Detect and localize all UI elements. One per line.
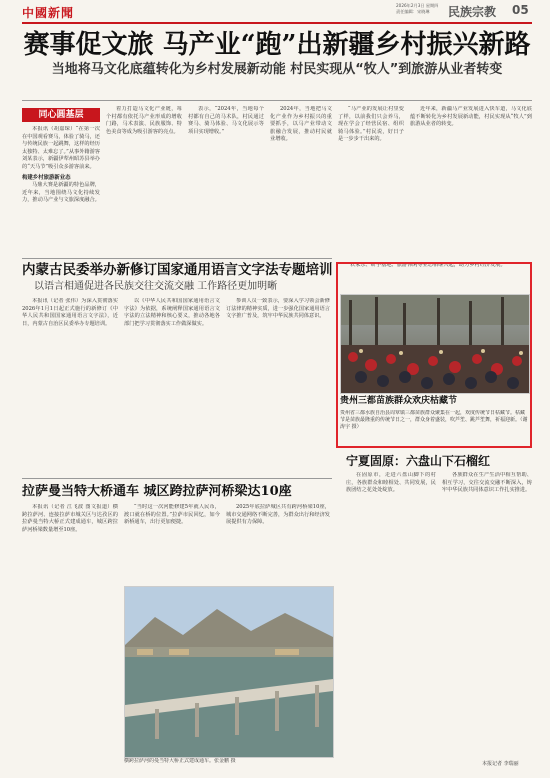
second-headline: 内蒙古民委举办新修订国家通用语言文字法专题培训 bbox=[22, 262, 332, 278]
third-col3-text: 2025年底拉萨城区共有跨河桥梁10座，城市交通网络不断完善，为群众出行和经济发展提供有力保障。 bbox=[226, 504, 330, 526]
lead-col2-text: 着力打造马文化产业链，每个村都有依托马产业形成的增收门路，马术表演、民族服饰、特色美食等成为吸引游客的亮点。 bbox=[106, 106, 182, 135]
fourth-byline: 本报记者 李瑞丽 bbox=[482, 761, 519, 767]
feature-above-paragraph: 农家乐、研学基地、旅游休闲等业态相继兴起，助力乡村经济发展。 bbox=[350, 262, 506, 268]
lead-col6-text: 近年来，新疆马产业发展进入快车道，马文化底蕴不断转化为乡村发展新动能，村民实现从“牧人”到旅游从业者的转变。 bbox=[410, 106, 532, 128]
lead-column-3 bbox=[188, 106, 264, 254]
second-col1-text: 本报讯（记者 张伟）为深入贯彻落实2026年1月1日起正式施行的新修订《中华人民共和国国家通用语言文字法》，近日，内蒙古自治区民委举办专题培训。 bbox=[22, 298, 118, 327]
lead-subheadline: 当地将马文化底蕴转化为乡村发展新动能 村民实现从“牧人”到旅游从业者转变 bbox=[51, 62, 503, 77]
fourth-headline: 宁夏固原：六盘山下石榴红 bbox=[346, 454, 491, 468]
second-subheadline: 以语言相通促进各民族交往交流交融 工作路径更加明晰 bbox=[34, 281, 278, 292]
feature-caption-title: 贵州三都苗族群众欢庆枯藏节 bbox=[340, 396, 458, 406]
lead-column-5 bbox=[338, 106, 404, 254]
lead-rule bbox=[22, 100, 532, 101]
lead-column-4 bbox=[270, 106, 332, 254]
lead-col4-text: 2024年，当地把马文化产业作为乡村振兴的重要抓手，以马产业带动文旅融合发展，推动村民就业增收。 bbox=[270, 106, 332, 143]
second-rule bbox=[22, 258, 332, 259]
third-rule bbox=[22, 478, 332, 479]
lead-column-1 bbox=[22, 126, 100, 254]
fourth-column-1 bbox=[346, 472, 436, 752]
lead-col1-subhead: 构建乡村旅游新业态 bbox=[22, 174, 71, 181]
second-col2-text: 以《中华人民共和国国家通用语言文字法》为依据，系统阐释国家通用语言文字法的立法精神和核心要义，推动各地各部门把学习贯彻落实工作做深做实。 bbox=[124, 298, 220, 327]
lead-col5-text: “马产业的发展让村里变了样，以前我们只会养马，现在学会了经营民宿、组织骑马体验。”村民说，好日子是一步步干出来的。 bbox=[338, 106, 404, 143]
column-badge: 同心圆基层 bbox=[22, 108, 100, 122]
lead-col1-text: 本报讯（胡嘉琛）“在第一次在中国观看赛马，体验了骑马，还与传统民族一起跳舞，这样的经历太独特、太难忘了。”从事外籍游客刘某表示，新疆伊犁州昭苏县举办的“天马节”吸引众多游客前来。 bbox=[22, 126, 100, 170]
lead-col3-text: 表示，“2024年，当地每个村都有自己的马术队，村民通过赛马、骑马体验、马文化展示等项目实现增收。” bbox=[188, 106, 264, 135]
second-col3-text: 参训人员一致表示，要深入学习领会新修订法律的精神实质，进一步强化国家通用语言文字推广普及，筑牢中华民族共同体意识。 bbox=[226, 298, 330, 320]
page-number: 05 bbox=[512, 3, 529, 17]
second-column-2 bbox=[124, 298, 220, 474]
highlight-frame bbox=[336, 262, 532, 448]
lead-headline: 赛事促文旅 马产业“跑”出新疆乡村振兴新路 bbox=[23, 30, 531, 60]
second-column-3 bbox=[226, 298, 330, 474]
third-column-2 bbox=[124, 504, 220, 580]
lead-column-2 bbox=[106, 106, 182, 254]
feature-caption-text: 贵州省三都水族自治县周覃镇三都苗族群众聚集在一起，欢度传统节日枯藏节。枯藏节是苗族最隆重的传统节日之一，群众身着盛装，吹芦笙、跳芦笙舞，祈福迎新。（谢涛宇 摄） bbox=[340, 410, 528, 430]
third-headline: 拉萨曼当特大桥通车 城区跨拉萨河桥梁达10座 bbox=[22, 484, 292, 499]
second-column-1 bbox=[22, 298, 118, 474]
third-col1-text: 本报讯（记者 江飞波 图文报道）横跨拉萨河、连接拉萨市城关区与达孜区的拉萨曼当特大桥正式建成通车，城区跨拉萨河桥梁数量增至10座。 bbox=[22, 504, 118, 533]
lead-col1-text-b: 马鼎大赛是新疆的特色品牌，近年来，当地围绕马文化持续发力，推动马产业与文旅深度融合。 bbox=[22, 182, 100, 204]
third-column-1 bbox=[22, 504, 118, 766]
bridge-caption: 横跨拉萨河的曼当特大桥正式建成通车。张金鹏 摄 bbox=[124, 758, 236, 764]
third-col2-text: “当时这一次河能修建5年就人民币，渡口就在桥的位置。”拉萨市民回忆，如今新桥通车，出行更加便捷。 bbox=[124, 504, 220, 526]
third-column-3 bbox=[226, 504, 330, 580]
lead-column-6 bbox=[410, 106, 532, 254]
newspaper-logo: 中國新聞 bbox=[22, 6, 75, 20]
bridge-photo bbox=[124, 586, 334, 758]
dateline: 2026年2月3日 星期四 责任编辑：宋晓琳 bbox=[396, 3, 439, 14]
fourth-column-2 bbox=[442, 472, 532, 752]
fourth-col2-text: 各族群众在生产生活中相互帮助、相互学习，交往交流交融不断深入，铸牢中华民族共同体意识工作扎实推进。 bbox=[442, 472, 532, 494]
fourth-col1-text: 在固原市，走进六盘山脚下的村庄，各族群众和睦相处、共同发展，民族团结之花处处绽放。 bbox=[346, 472, 436, 494]
masthead-rule bbox=[22, 22, 532, 24]
section-title: 民族宗教 bbox=[448, 5, 497, 19]
